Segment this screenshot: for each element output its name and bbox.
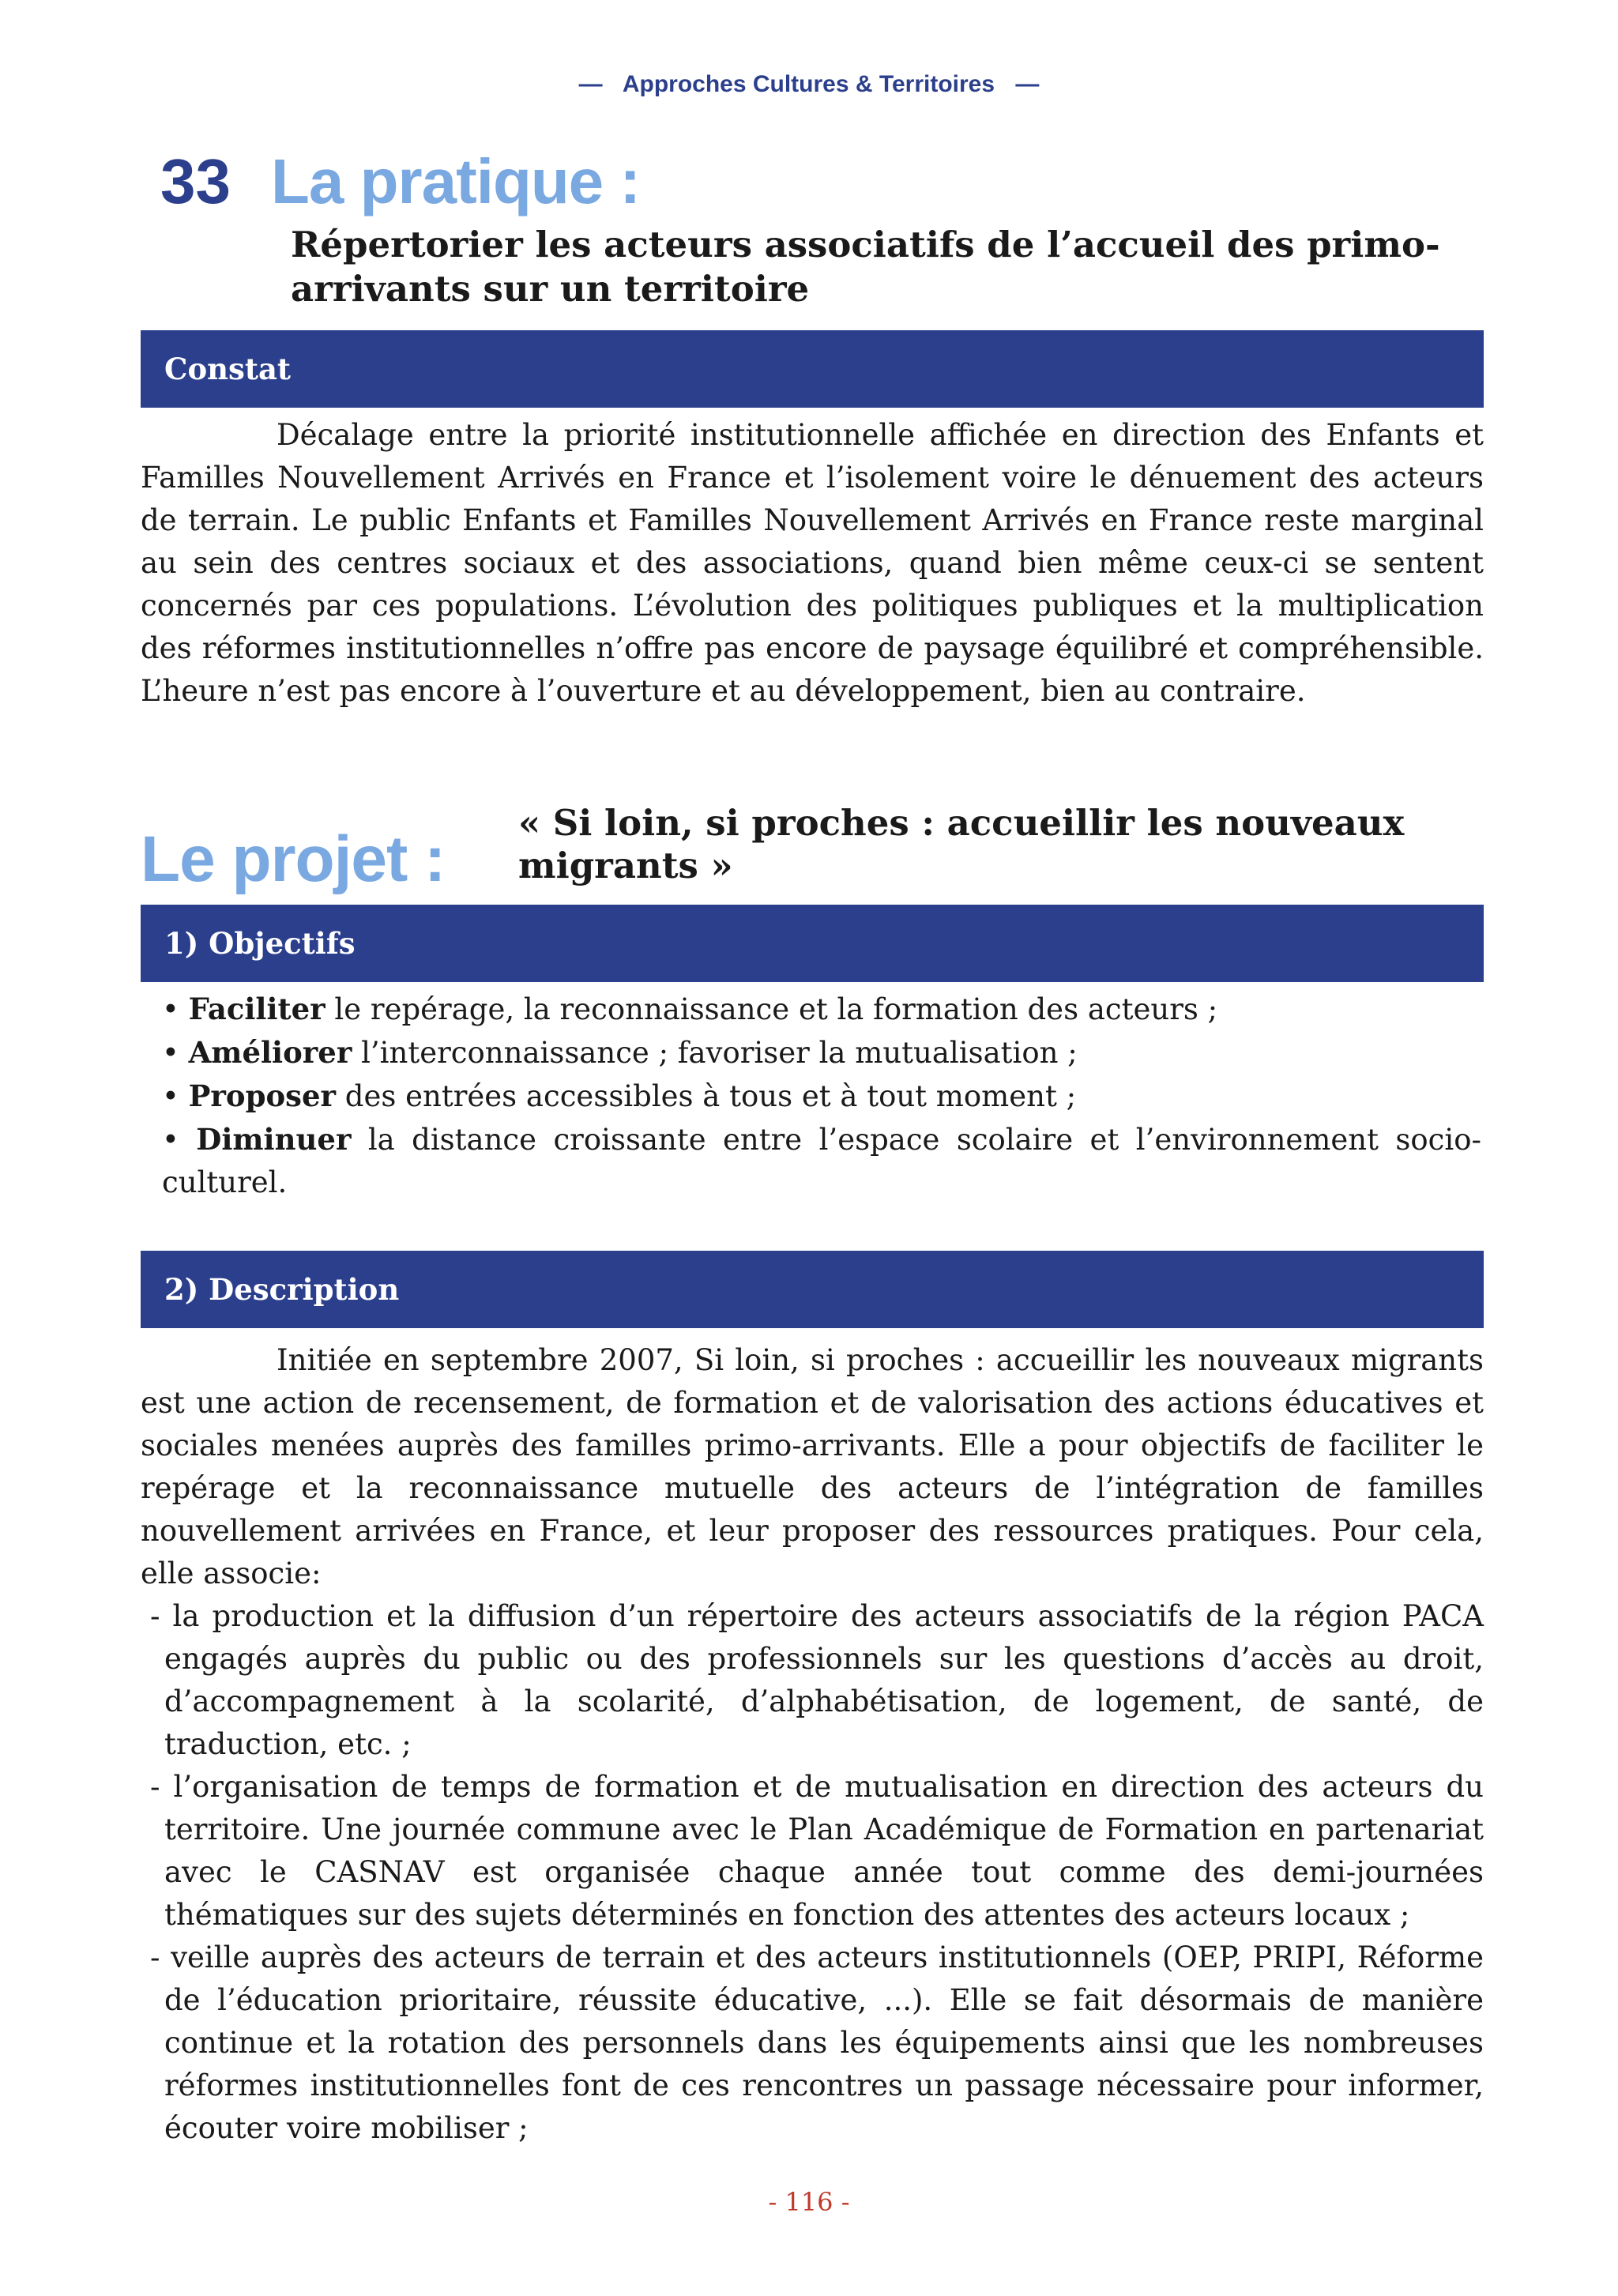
list-item	[162, 1118, 1481, 1204]
project-heading	[141, 802, 1484, 897]
bullet-icon: •	[162, 992, 179, 1026]
bullet-icon: •	[162, 1123, 179, 1157]
objective-text: le repérage, la reconnaissance et la formation des acteurs ;	[325, 992, 1218, 1026]
objective-lead: Faciliter	[188, 992, 325, 1026]
constat-heading: Constat	[164, 352, 292, 386]
list-item: - veille auprès des acteurs de terrain et des acteurs institutionnels (OEP, PRIPI, Réforme de l’éducation prioritaire, réussite éducative, ...). Elle se fait désormais de manière continue et la rotation des personnels dans les équipements ainsi que les nombreuses réformes institutionnelles font de ces rencontres un passage nécessaire pour informer, écouter voire mobiliser ;	[150, 1940, 1484, 2145]
page-number: - 116 -	[768, 2187, 850, 2217]
list-item	[162, 1075, 1481, 1118]
list-item	[162, 1031, 1481, 1075]
constat-body	[141, 414, 1484, 713]
constat-paragraph: Décalage entre la priorité institutionnelle affichée en direction des Enfants et Familles Nouvellement Arrivés en France et l’isolement voire le dénuement des acteurs de terrain. Le public Enfants et Familles Nouvellement Arrivés en France reste marginal au sein des centres sociaux et des associations, quand bien même ceux-ci se sentent concernés par ces populations. L’évolution des politiques publiques et la multiplication des réformes institutionnelles n’offre pas encore de paysage équilibré et compréhensible. L’heure n’est pas encore à l’ouverture et au développement, bien au contraire.	[141, 418, 1484, 708]
constat-heading-bar	[141, 330, 1484, 408]
description-heading: 2) Description	[164, 1272, 400, 1307]
list-item: - la production et la diffusion d’un répertoire des acteurs associatifs de la région PACA engagés auprès du public ou des professionnels sur les questions d’accès au droit, d’accompagnement à la scolarité, d’alphabétisation, de logement, de santé, de traduction, etc. ;	[150, 1599, 1484, 1761]
objective-text: la distance croissante entre l’espace scolaire et l’environnement socio-culturel.	[162, 1123, 1481, 1199]
description-heading-bar	[141, 1251, 1484, 1328]
objective-text: des entrées accessibles à tous et à tout moment ;	[336, 1079, 1077, 1113]
practice-subtitle: Répertorier les acteurs associatifs de l’accueil des primo-arrivants sur un territoire	[291, 224, 1440, 310]
description-intro: Initiée en septembre 2007, Si loin, si proches : accueillir les nouveaux migrants est une action de recensement, de formation et de valorisation des actions éducatives et sociales menées auprès des familles primo-arrivants. Elle a pour objectifs de faciliter le repérage et la reconnaissance mutuelle des acteurs de l’intégration de familles nouvellement arrivées en France, et leur proposer des ressources pratiques. Pour cela, elle associe:	[141, 1343, 1484, 1590]
running-title: Approches Cultures & Territoires	[622, 71, 995, 97]
objective-lead: Proposer	[188, 1078, 337, 1113]
practice-title: La pratique :	[271, 146, 641, 216]
description-body	[141, 1339, 1484, 2150]
practice-number: 33	[160, 146, 231, 216]
running-header	[0, 71, 1618, 98]
bullet-icon: •	[162, 1079, 179, 1113]
bullet-icon: •	[162, 1036, 179, 1070]
header-dash-right: —	[1015, 71, 1040, 97]
list-item	[162, 988, 1481, 1031]
project-title: Le projet :	[141, 823, 446, 895]
project-subtitle: « Si loin, si proches : accueillir les nouveaux migrants »	[518, 802, 1405, 886]
objectives-heading: 1) Objectifs	[164, 926, 356, 961]
list-item: - l’organisation de temps de formation et de mutualisation en direction des acteurs du territoire. Une journée commune avec le Plan Académique de Formation en partenariat avec le CASNAV est organisée chaque année tout comme des demi-journées thématiques sur des sujets déterminés en fonction des attentes des acteurs locaux ;	[150, 1770, 1484, 1932]
objectives-list	[162, 988, 1481, 1204]
header-dash-left: —	[578, 71, 603, 97]
objective-lead: Diminuer	[196, 1122, 352, 1157]
objective-text: l’interconnaissance ; favoriser la mutualisation ;	[352, 1036, 1078, 1070]
objective-lead: Améliorer	[188, 1035, 352, 1070]
objectives-heading-bar	[141, 905, 1484, 982]
